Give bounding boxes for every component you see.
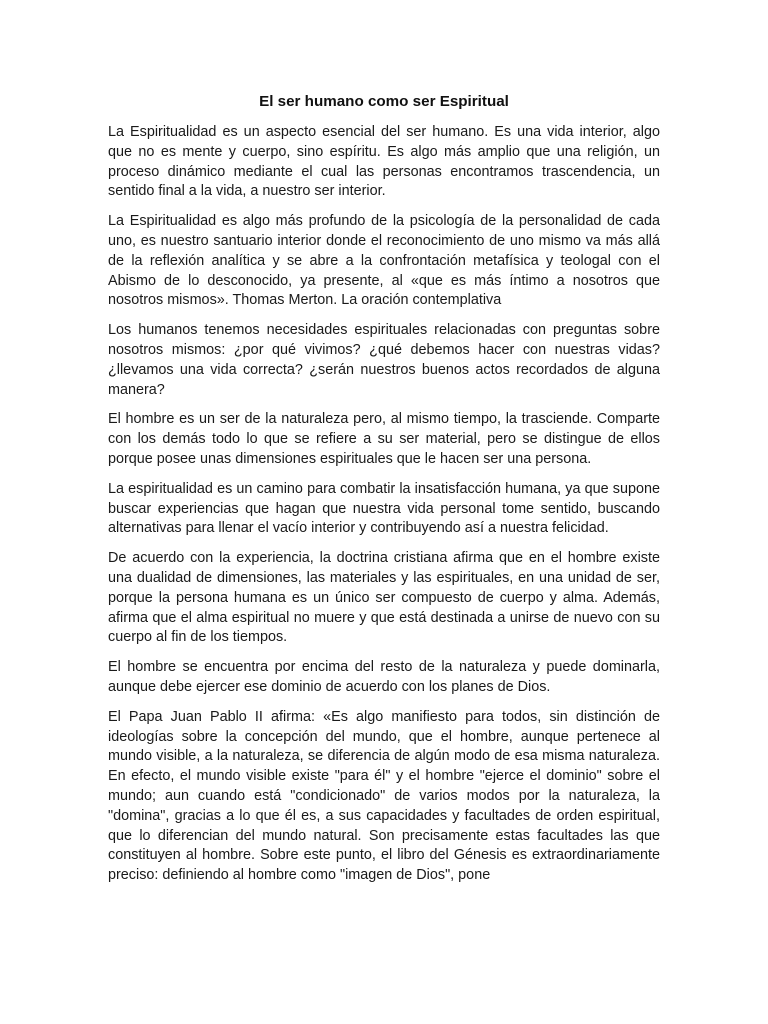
paragraph-2: La Espiritualidad es algo más profundo de la psicología de la personalidad de cada uno, es nuestro santuario interior donde el reconocimiento de uno mismo va más allá de la reflexión analítica y se abre a la confrontación metafísica y teologal con el Abismo de lo desconocido, ya presente, al «que es más íntimo a nosotros que nosotros mismos». Thomas Merton. La oración contemplativa (108, 213, 660, 309)
paragraph-6: De acuerdo con la experiencia, la doctrina cristiana afirma que en el hombre existe una dualidad de dimensiones, las materiales y las espirituales, en una unidad de ser, porque la persona humana es un único ser compuesto de cuerpo y alma. Además, afirma que el alma espiritual no muere y que está destinada a unirse de nuevo con su cuerpo al fin de los tiempos. (108, 550, 660, 646)
document-body (108, 92, 660, 896)
document-title: El ser humano como ser Espiritual (259, 93, 509, 110)
paragraph-1: La Espiritualidad es un aspecto esencial del ser humano. Es una vida interior, algo que no es mente y cuerpo, sino espíritu. Es algo más amplio que una religión, un proceso dinámico mediante el cual las personas encontramos trascendencia, un sentido final a la vida, a nuestro ser interior. (108, 124, 660, 200)
paragraph-5: La espiritualidad es un camino para combatir la insatisfacción humana, ya que supone buscar experiencias que hagan que nuestra vida personal tome sentido, buscando alternativas para llenar el vacío interior y contribuyendo así a nuestra felicidad. (108, 480, 660, 537)
paragraph-3: Los humanos tenemos necesidades espirituales relacionadas con preguntas sobre nosotros mismos: ¿por qué vivimos? ¿qué debemos hacer con nuestras vidas? ¿llevamos una vida correcta? ¿serán nuestros buenos actos recordados de alguna manera? (108, 322, 660, 398)
paragraph-7: El hombre se encuentra por encima del resto de la naturaleza y puede dominarla, aunque debe ejercer ese dominio de acuerdo con los planes de Dios. (108, 659, 660, 695)
paragraph-4: El hombre es un ser de la naturaleza pero, al mismo tiempo, la trasciende. Comparte con los demás todo lo que se refiere a su ser material, pero se distingue de ellos porque posee unas dimensiones espirituales que le hacen ser una persona. (108, 411, 660, 467)
paragraph-8: El Papa Juan Pablo II afirma: «Es algo manifiesto para todos, sin distinción de ideologías sobre la concepción del mundo, que el hombre, aunque pertenece al mundo visible, a la naturaleza, se diferencia de algún modo de esa misma naturaleza. En efecto, el mundo visible existe "para él" y el hombre "ejerce el dominio" sobre el mundo; aun cuando está "condicionado" de varios modos por la naturaleza, la "domina", gracias a lo que él es, a sus capacidades y facultades de orden espiritual, que lo diferencian del mundo natural. Son precisamente estas facultades las que constituyen al hombre. Sobre este punto, el libro del Génesis es extraordinariamente preciso: definiendo al hombre como "imagen de Dios", pone (108, 708, 660, 884)
